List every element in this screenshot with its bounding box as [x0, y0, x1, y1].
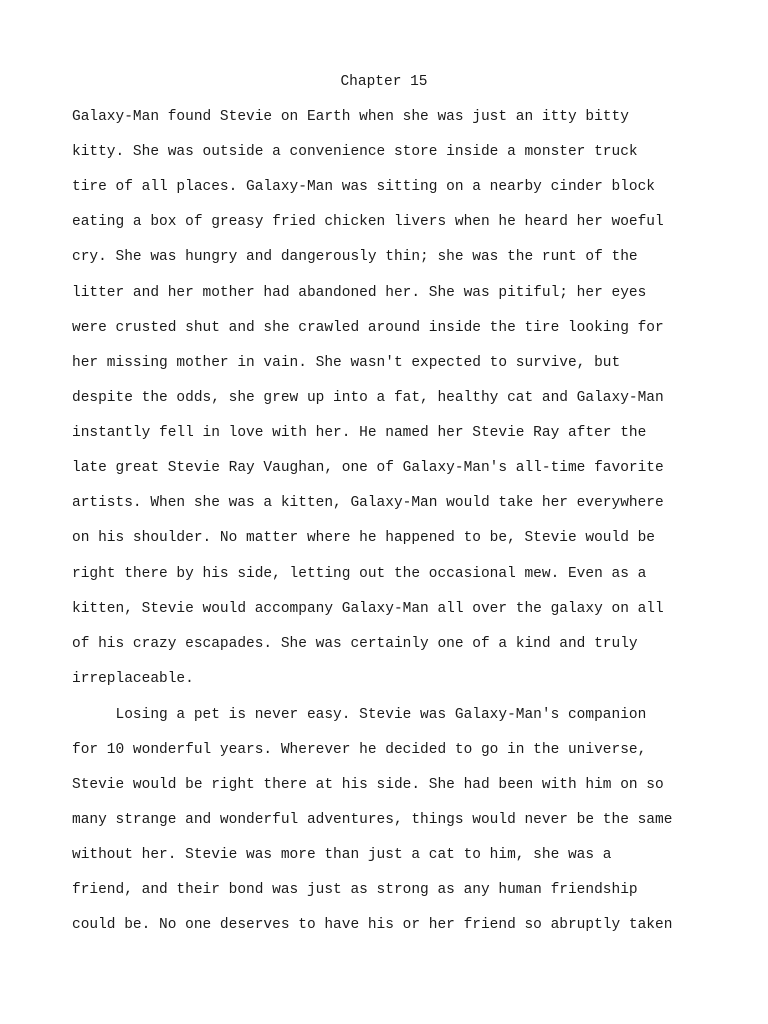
text-line: Stevie would be right there at his side. She had been with him on so [72, 777, 664, 793]
text-line: her missing mother in vain. She wasn't expected to survive, but [72, 355, 621, 371]
text-line: right there by his side, letting out the occasional mew. Even as a [72, 566, 647, 582]
text-line: late great Stevie Ray Vaughan, one of Galaxy-Man's all-time favorite [72, 460, 664, 476]
text-line: could be. No one deserves to have his or her friend so abruptly taken [72, 917, 673, 933]
text-line: eating a box of greasy fried chicken livers when he heard her woeful [72, 214, 664, 230]
text-line: Galaxy-Man found Stevie on Earth when she was just an itty bitty [72, 109, 629, 125]
text-line: cry. She was hungry and dangerously thin; she was the runt of the [72, 249, 638, 265]
text-line: Losing a pet is never easy. Stevie was Galaxy-Man's companion [72, 707, 647, 723]
text-line: kitty. She was outside a convenience store inside a monster truck [72, 144, 638, 160]
text-line: without her. Stevie was more than just a cat to him, she was a [72, 847, 612, 863]
text-line: litter and her mother had abandoned her. She was pitiful; her eyes [72, 285, 647, 301]
text-line: despite the odds, she grew up into a fat, healthy cat and Galaxy-Man [72, 390, 664, 406]
text-line: irreplaceable. [72, 671, 194, 687]
text-line: tire of all places. Galaxy-Man was sitting on a nearby cinder block [72, 179, 655, 195]
text-line: artists. When she was a kitten, Galaxy-Man would take her everywhere [72, 495, 664, 511]
text-line: many strange and wonderful adventures, things would never be the same [72, 812, 673, 828]
text-line: for 10 wonderful years. Wherever he decided to go in the universe, [72, 742, 647, 758]
text-line: instantly fell in love with her. He named her Stevie Ray after the [72, 425, 647, 441]
chapter-title: Chapter 15 [340, 74, 428, 90]
text-line: on his shoulder. No matter where he happened to be, Stevie would be [72, 530, 655, 546]
text-line: were crusted shut and she crawled around inside the tire looking for [72, 320, 664, 336]
text-line: kitten, Stevie would accompany Galaxy-Man all over the galaxy on all [72, 601, 664, 617]
text-line: friend, and their bond was just as strong as any human friendship [72, 882, 638, 898]
text-line: of his crazy escapades. She was certainly one of a kind and truly [72, 636, 638, 652]
